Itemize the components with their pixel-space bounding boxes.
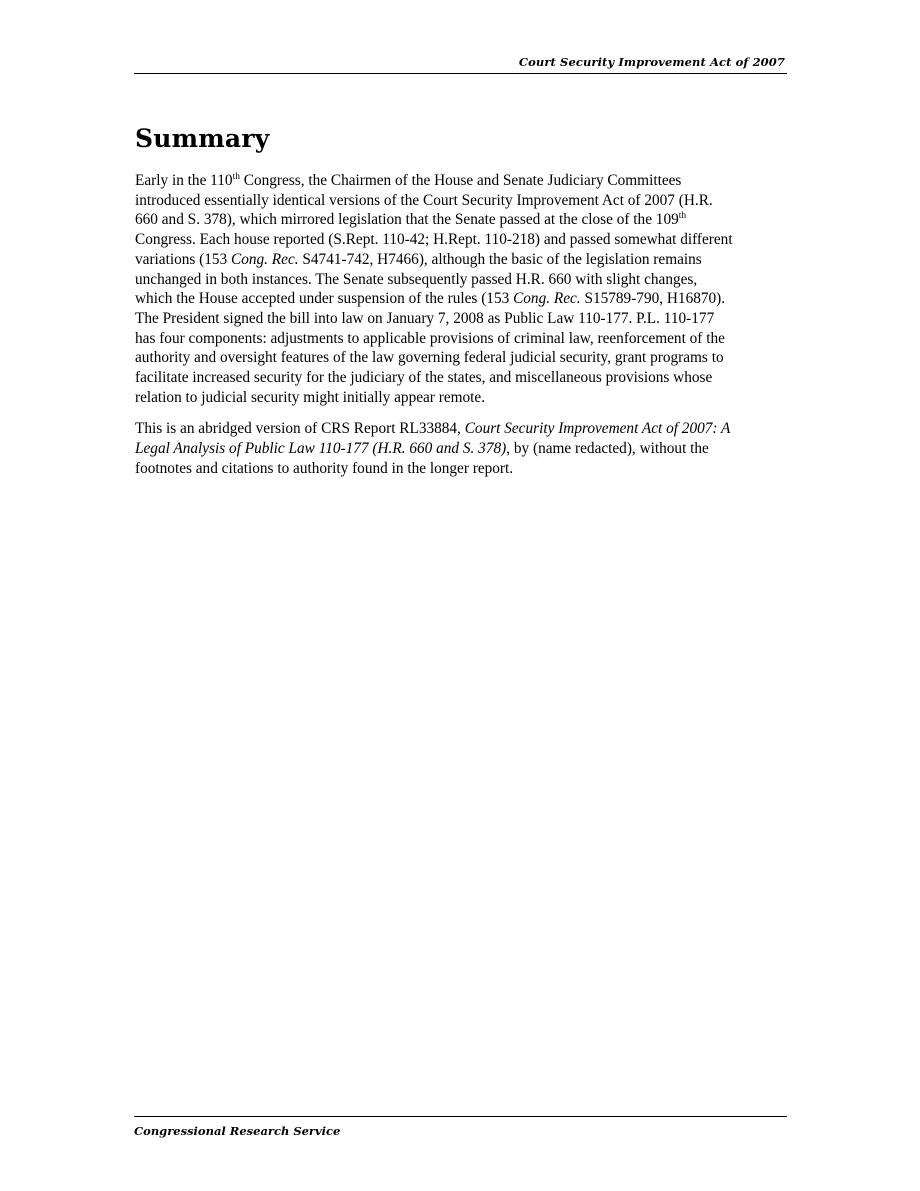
text-line: The President signed the bill into law on January 7, 2008 as Public Law 110-177. P.L. 110-177 bbox=[135, 309, 715, 327]
text-line: relation to judicial security might initially appear remote. bbox=[135, 388, 486, 406]
italic-citation: Cong. Rec. bbox=[513, 290, 581, 308]
footer-publisher: Congressional Research Service bbox=[134, 1124, 341, 1138]
text-line: Congress. Each house reported (S.Rept. 110-42; H.Rept. 110-218) and passed somewhat different bbox=[135, 231, 733, 249]
text-line: 660 and S. 378), which mirrored legislation that the Senate passed at the close of the 109th bbox=[135, 211, 687, 229]
page-footer bbox=[134, 1116, 787, 1140]
text-line: facilitate increased security for the judiciary of the states, and miscellaneous provisions whose bbox=[135, 369, 713, 387]
text-line: Legal Analysis of Public Law 110-177 (H.R. 660 and S. 378), by (name redacted), without the bbox=[135, 440, 709, 458]
summary-paragraph-2 bbox=[135, 419, 790, 478]
text-line: which the House accepted under suspension of the rules (153 Cong. Rec. S15789-790, H16870). bbox=[135, 290, 726, 308]
text-line: introduced essentially identical versions of the Court Security Improvement Act of 2007 (H.R. bbox=[135, 191, 713, 209]
superscript: th bbox=[232, 172, 240, 182]
summary-heading: Summary bbox=[135, 124, 270, 153]
report-title-italic: Legal Analysis of Public Law 110-177 (H.R. 660 and S. 378) bbox=[135, 440, 507, 458]
text-line: Early in the 110th Congress, the Chairmen of the House and Senate Judiciary Committees bbox=[135, 172, 682, 189]
summary-paragraph-1 bbox=[135, 171, 790, 407]
italic-citation: Cong. Rec. bbox=[231, 250, 299, 268]
page-header bbox=[134, 55, 787, 74]
superscript: th bbox=[678, 211, 687, 222]
text-line: authority and oversight features of the law governing federal judicial security, grant programs to bbox=[135, 349, 724, 367]
text-line: has four components: adjustments to applicable provisions of criminal law, reenforcement of the bbox=[135, 329, 725, 347]
text-line: This is an abridged version of CRS Report RL33884, Court Security Improvement Act of 2007: A bbox=[135, 420, 731, 438]
summary-section bbox=[135, 124, 790, 491]
text-line: unchanged in both instances. The Senate subsequently passed H.R. 660 with slight changes, bbox=[135, 270, 698, 288]
running-header-title: Court Security Improvement Act of 2007 bbox=[518, 55, 785, 69]
text-line: footnotes and citations to authority found in the longer report. bbox=[135, 459, 514, 477]
text-line: variations (153 Cong. Rec. S4741-742, H7466), although the basic of the legislation remains bbox=[135, 250, 702, 268]
report-title-italic: Court Security Improvement Act of 2007: A bbox=[464, 420, 731, 438]
